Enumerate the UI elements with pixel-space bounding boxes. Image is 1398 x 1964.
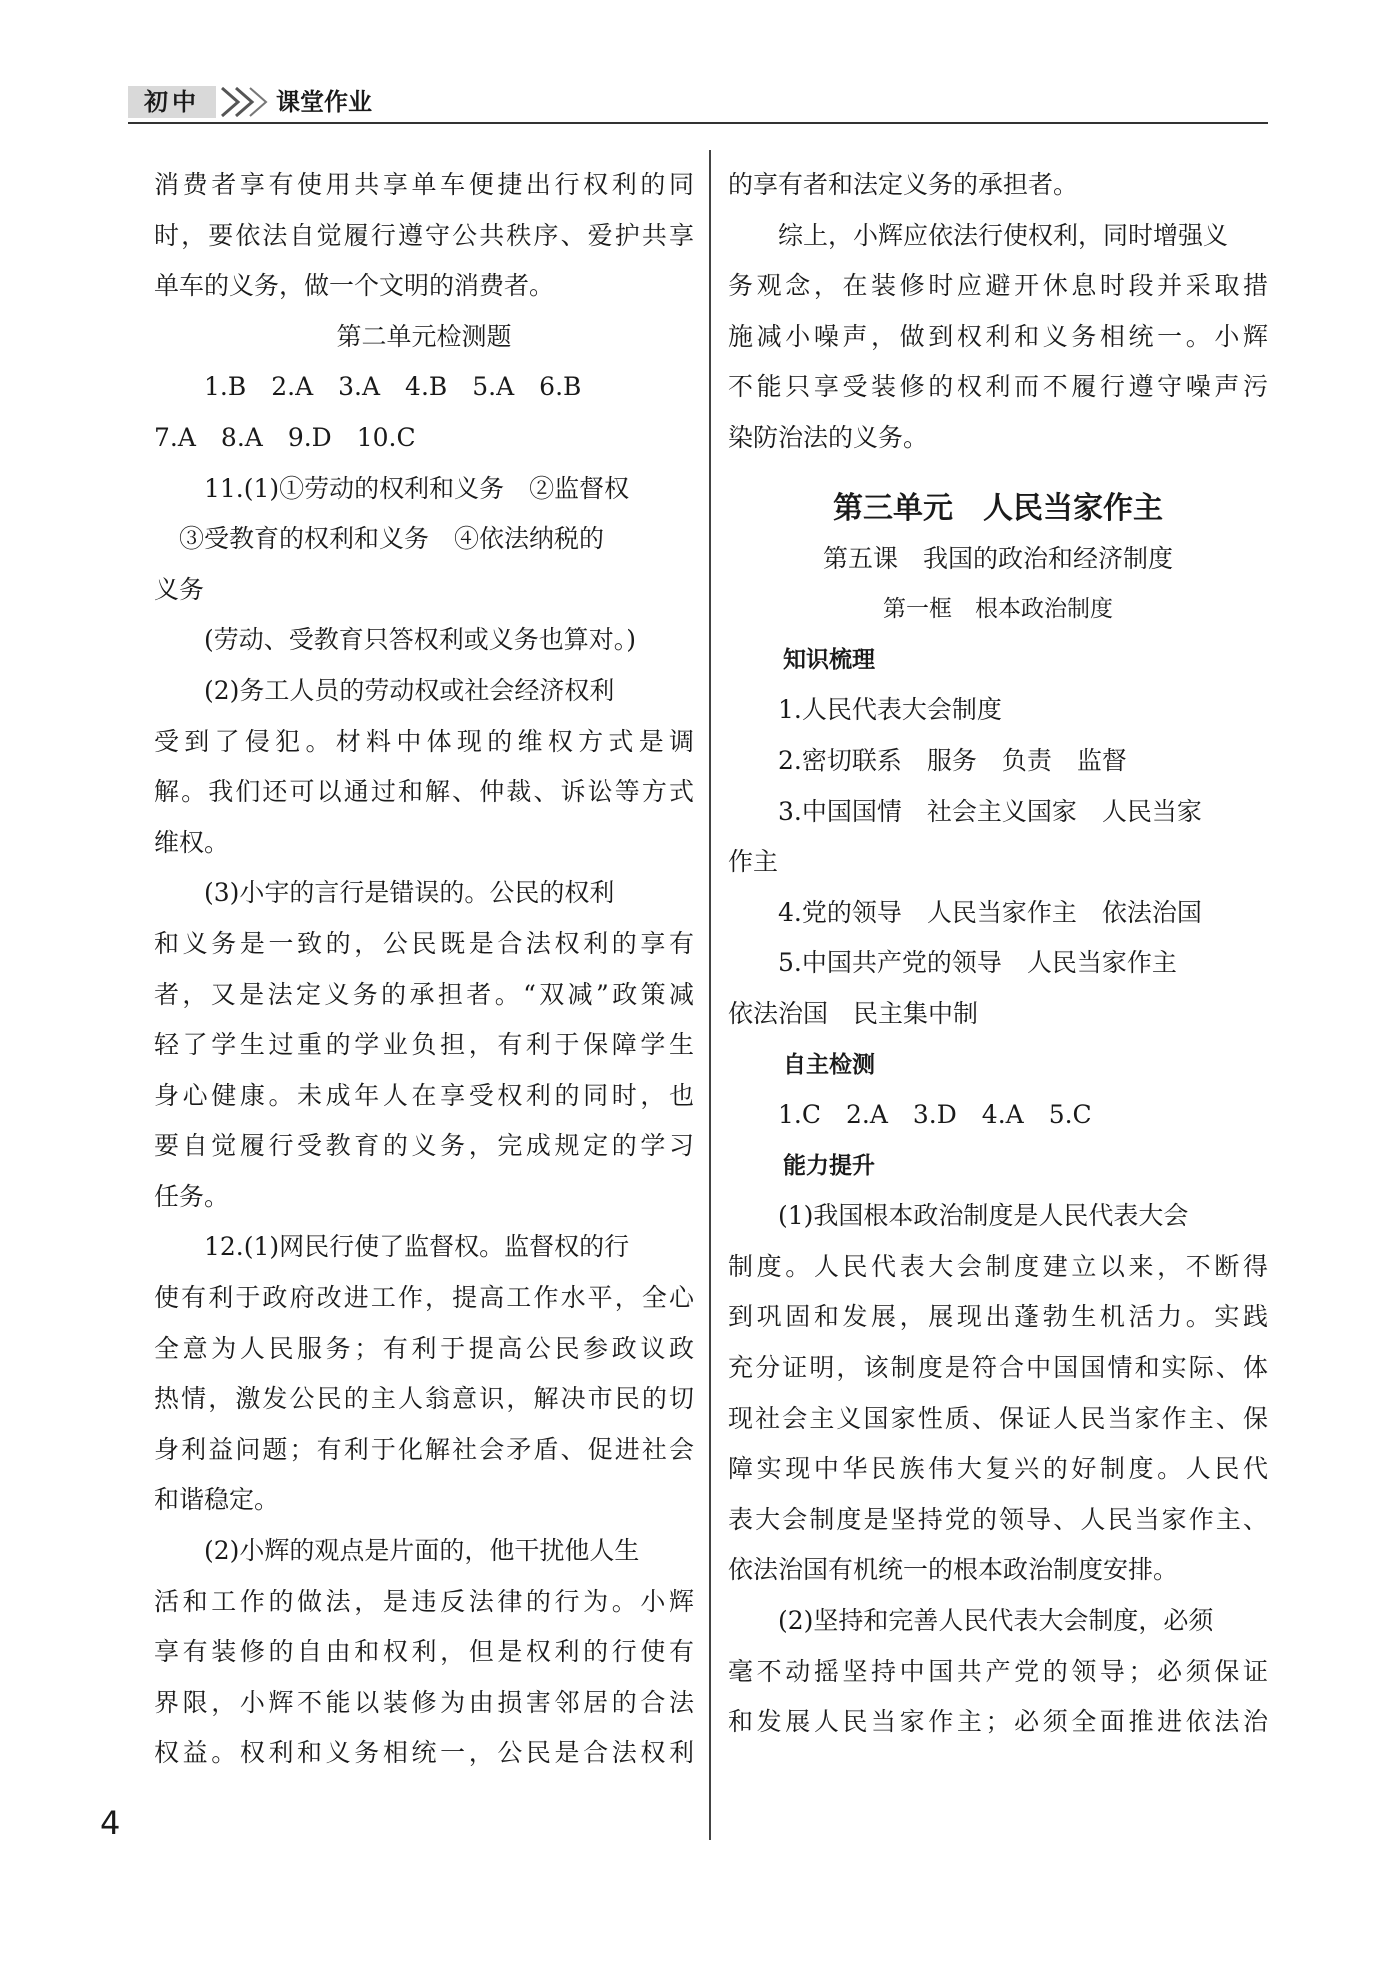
lesson-heading: 第五课 我国的政治和经济制度 (822, 543, 1173, 573)
subsection-ability: 能力提升 (783, 1152, 875, 1179)
text-line: 不能只享受装修的权利而不履行遵守噪声污 (728, 372, 1268, 402)
text-line: 综上，小辉应依法行使权利，同时增强义 (778, 220, 1229, 250)
text-line: 毫不动摇坚持中国共产党的领导；必须保证 (728, 1656, 1268, 1686)
text-line: 全意为人民服务；有利于提高公民参政议政 (154, 1333, 694, 1363)
text-line: 4.党的领导 人民当家作主 依法治国 (778, 897, 1202, 927)
column-divider (709, 150, 711, 1840)
text-line: 现社会主义国家性质、保证人民当家作主、保 (728, 1403, 1268, 1433)
text-line: 热情，激发公民的主人翁意识，解决市民的切 (154, 1384, 694, 1414)
text-line: 充分证明，该制度是符合中国国情和实际、体 (728, 1353, 1268, 1383)
text-line: 1.人民代表大会制度 (778, 695, 1002, 725)
text-line: 义务 (154, 574, 205, 604)
right-column (728, 160, 1268, 1748)
left-column (154, 160, 694, 1779)
text-line: ③受教育的权利和义务 ④依法纳税的 (179, 524, 605, 554)
double-chevron-icon (218, 84, 274, 120)
text-line: 活和工作的做法，是违反法律的行为。小辉 (154, 1586, 694, 1616)
subsection-selfcheck: 自主检测 (783, 1051, 875, 1078)
text-line: 权益。权利和义务相统一，公民是合法权利 (154, 1738, 694, 1768)
text-line: 依法治国 民主集中制 (728, 998, 979, 1028)
text-line: 身利益问题；有利于化解社会矛盾、促进社会 (154, 1434, 694, 1464)
book-title: 课堂作业 (276, 88, 372, 116)
text-line: (2)坚持和完善人民代表大会制度，必须 (778, 1606, 1214, 1636)
page-header (128, 82, 1268, 122)
text-line: 制度。人民代表大会制度建立以来，不断得 (728, 1251, 1268, 1281)
text-line: 务观念，在装修时应避开休息时段并采取措 (728, 271, 1268, 301)
text-line: 身心健康。未成年人在享受权利的同时，也 (154, 1080, 694, 1110)
answer-line: 1.B 2.A 3.A 4.B 5.A 6.B (204, 372, 582, 402)
text-line: 使有利于政府改进工作，提高工作水平，全心 (154, 1283, 694, 1313)
text-line: 2.密切联系 服务 负责 监督 (778, 745, 1127, 775)
text-line: (2)务工人员的劳动权或社会经济权利 (204, 675, 615, 705)
text-line: 施减小噪声，做到权利和义务相统一。小辉 (728, 321, 1268, 351)
text-line: 和发展人民当家作主；必须全面推进依法治 (728, 1707, 1268, 1737)
text-line: 者，又是法定义务的承担者。“双减”政策减 (154, 979, 694, 1009)
section-heading: 第一框 根本政治制度 (883, 596, 1113, 623)
text-line: 受到了侵犯。材料中体现的维权方式是调 (154, 726, 694, 756)
text-line: 界限，小辉不能以装修为由损害邻居的合法 (154, 1687, 694, 1717)
header-rule (128, 122, 1268, 124)
answer-line: 1.C 2.A 3.D 4.A 5.C (778, 1100, 1092, 1130)
text-line: 和义务是一致的，公民既是合法权利的享有 (154, 928, 694, 958)
text-line: 要自觉履行受教育的义务，完成规定的学习 (154, 1131, 694, 1161)
text-line: 到巩固和发展，展现出蓬勃生机活力。实践 (728, 1302, 1268, 1332)
text-line: (2)小辉的观点是片面的，他干扰他人生 (204, 1536, 640, 1566)
text-line: 5.中国共产党的领导 人民当家作主 (778, 948, 1177, 978)
text-line: 作主 (728, 847, 779, 877)
text-line: 表大会制度是坚持党的领导、人民当家作主、 (728, 1504, 1268, 1534)
grade-tag: 初中 (128, 86, 216, 118)
text-line: 时，要依法自觉履行遵守公共秩序、爱护共享 (154, 220, 694, 250)
text-line: (1)我国根本政治制度是人民代表大会 (778, 1201, 1189, 1231)
text-line: 障实现中华民族伟大复兴的好制度。人民代 (728, 1454, 1268, 1484)
text-line: 12.(1)网民行使了监督权。监督权的行 (204, 1232, 630, 1262)
page-number: 4 (100, 1804, 121, 1842)
text-line: 单车的义务，做一个文明的消费者。 (154, 271, 555, 301)
answer-line: 7.A 8.A 9.D 10.C (154, 422, 416, 452)
text-line: (3)小宇的言行是错误的。公民的权利 (204, 878, 615, 908)
text-line: 11.(1)①劳动的权利和义务 ②监督权 (204, 473, 630, 503)
text-line: 的享有者和法定义务的承担者。 (728, 170, 1079, 199)
text-line: (劳动、受教育只答权利或义务也算对。) (204, 625, 637, 655)
section-heading: 第二单元检测题 (336, 321, 512, 351)
text-line: 轻了学生过重的学业负担，有利于保障学生 (154, 1030, 694, 1060)
unit-heading: 第三单元 人民当家作主 (833, 490, 1163, 526)
text-line: 和谐稳定。 (154, 1485, 280, 1515)
text-line: 解。我们还可以通过和解、仲裁、诉讼等方式 (154, 777, 694, 807)
text-line: 染防治法的义务。 (728, 422, 929, 452)
text-line: 享有装修的自由和权利，但是权利的行使有 (154, 1637, 694, 1667)
text-line: 依法治国有机统一的根本政治制度安排。 (728, 1555, 1179, 1585)
text-line: 维权。 (154, 827, 230, 857)
text-line: 消费者享有使用共享单车便捷出行权利的同 (154, 170, 694, 199)
subsection-knowledge: 知识梳理 (783, 646, 875, 673)
text-line: 任务。 (154, 1181, 230, 1211)
text-line: 3.中国国情 社会主义国家 人民当家 (778, 796, 1202, 826)
